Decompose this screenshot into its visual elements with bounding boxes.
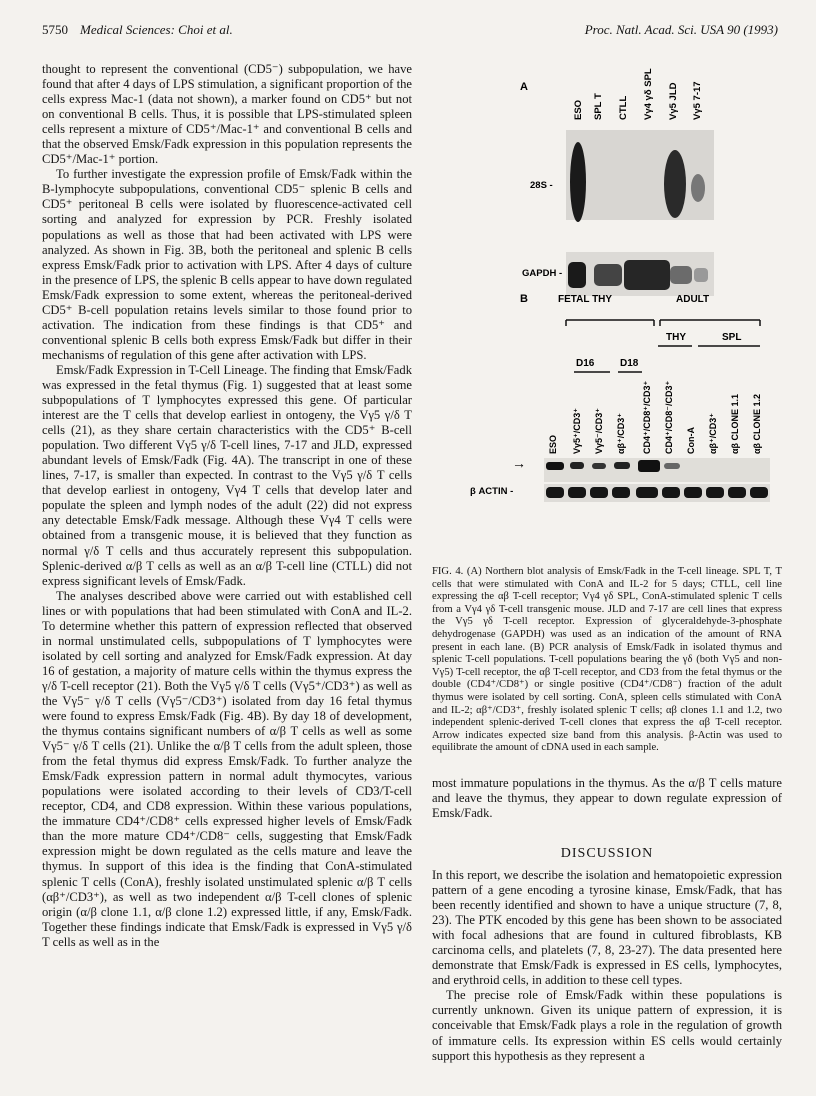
- lane-label: Vγ5 7-17: [692, 81, 703, 120]
- lane-label: CTLL: [618, 95, 629, 120]
- paragraph: thought to represent the conventional (CD5⁻) subpopulation, we have found that after 4 days of LPS stimulation, a significant proportion of the cells express Mac-1 (data not shown), a marker found on CD5⁺ but not on conventional B cells. Thus, it is possible that LPS-stimulated spleen cells represent a mixture of CD5⁺/Mac-1⁺ and conventional B cells and that the observed Emsk/Fadk expression in this population represents the CD5⁺/Mac-1⁺ portion.: [42, 62, 412, 167]
- band: [568, 262, 586, 288]
- lane-label: αβ CLONE 1.1: [730, 393, 740, 454]
- band: [590, 487, 608, 498]
- left-column: [42, 62, 412, 950]
- row-label-28s: 28S -: [530, 180, 553, 191]
- sub-label-d16: D16: [576, 358, 595, 369]
- paragraph: The analyses described above were carried out with established cell lines or with populations that had been stimulated with ConA and IL-2. To determine whether this pattern of expression reflected that observed in normal unstimulated cells, subpopulations of T lymphocytes were isolated by cell sorting and analyzed for Emsk/Fadk expression. At day 16 of gestation, a majority of mature cells within the thymus express the γ/δ T-cell receptor (21). Both the Vγ5 γ/δ T cells (Vγ5⁺/CD3⁺) as well as the Vγ5⁻ γ/δ T cells (Vγ5⁻/CD3⁺) isolated from day 16 fetal thymus were found to express Emsk/Fadk (Fig. 4B). By day 18 of development, the thymus contains significant numbers of α/β T cells as well as some Vγ5⁻ γ/δ T cells (21). Unlike the α/β T cells from the adult spleen, those from the fetal thymus did express Emsk/Fadk. To further analyze the Emsk/Fadk expression pattern in normal adult thymocytes, various populations were isolated according to their levels of CD3/T-cell receptor, CD4, and CD8 expression. Within these various populations, the immature CD4⁺/CD8⁺ cells expressed higher levels of Emsk/Fadk than the more mature CD4⁺/CD8⁻ cells, suggesting that Emsk/Fadk expression might be down regulated as the cells mature and leave the thymus. In support of this idea is the finding that ConA-stimulated splenic T cells (ConA), freshly isolated unstimulated splenic α/β T cells (αβ⁺/CD3⁺), as well as two independent α/β T-cell clones of splenic origin (α/β clone 1.1, α/β clone 1.2) expressed little, if any, Emsk/Fadk. Together these findings indicate that Emsk/Fadk is expressed in Vγ5 γ/δ T cells as well as in the: [42, 588, 412, 949]
- paragraph: Emsk/Fadk Expression in T-Cell Lineage. The finding that Emsk/Fadk was expressed in the fetal thymus (Fig. 1) suggested that at least some subpopulations of T lymphocytes expressed this gene. Of particular interest are the T cells that develop earliest in ontogeny, the Vγ5 γ/δ T cells (21), as they share certain characteristics with the CD5⁺ B-cell population. Two different Vγ5 γ/δ T-cell lines, 7-17 and JLD, expressed abundant levels of Emsk/Fadk (Fig. 4A). The transcript in one of these lines, 7-17, is smaller than expected. In contrast to the Vγ5 γ/δ T cells that develop earliest in ontogeny, Vγ4 T cells that develop later and populate the spleen and lymph nodes of the adult (22) did not express any detectable Emsk/Fadk message. Although these Vγ4 T cells were obtained from a transgenic mouse, it is believed that they function as normal γ/δ T cells and thus accurately represent this subpopulation. Splenic-derived α/β T cells as well as an α/β T-cell line (CTLL) did not express significant levels of Emsk/Fadk.: [42, 362, 412, 588]
- sub-label-spl: SPL: [722, 332, 742, 343]
- band: [694, 268, 708, 282]
- lane-label: Con-A: [686, 427, 696, 454]
- lane-label: Vγ5⁺/CD3⁺: [572, 407, 582, 454]
- sub-label-d18: D18: [620, 358, 639, 369]
- paragraph: The precise role of Emsk/Fadk within these populations is currently unknown. Given its unique pattern of expression, it is conceivable that Emsk/Fadk plays a role in the regulation of growth of immature cells. Its expression within ES cells would certainly support this hypothesis as they represent a: [432, 988, 782, 1063]
- band: [594, 264, 622, 286]
- arrow-icon: →: [512, 455, 526, 471]
- right-column-continuation: [432, 776, 782, 821]
- band: [662, 487, 680, 498]
- paragraph: To further investigate the expression profile of Emsk/Fadk within the B-lymphocyte subpopulations, conventional CD5⁻ splenic B cells and CD5⁺ peritoneal B cells were isolated by fluorescence-activated cell sorting and analyzed for expression by PCR. Freshly isolated populations as well as those that had been activated with LPS were analyzed. As shown in Fig. 3B, both the peritoneal and splenic B cells express Emsk/Fadk prior to activation with LPS. After 4 days of culture in the presence of LPS, the splenic B cells appear to have down regulated Emsk/Fadk expression to some extent, whereas the peritoneal-derived CD5⁺ B-cell population retains levels similar to those found prior to activation. The indication from these findings is that CD5⁺ and conventional splenic B cells both express Emsk/Fadk but differ in their mechanisms of regulation of this gene after activation with LPS.: [42, 167, 412, 362]
- panel-b-label: B: [520, 293, 528, 305]
- band: [614, 462, 630, 469]
- band: [638, 460, 660, 472]
- band: [664, 463, 680, 469]
- band: [670, 266, 692, 284]
- band: [546, 487, 564, 498]
- discussion-body: [432, 868, 782, 1064]
- caption-text: FIG. 4. (A) Northern blot analysis of Emsk/Fadk in the T-cell lineage. SPL T, T cells that were stimulated with ConA and IL-2 for 5 days; CTLL, cell line expressing the αβ T-cell receptor; Vγ4 γδ SPL, ConA-stimulated splenic T cells from a Vγ4 γδ T-cell transgenic mouse. JLD and 7-17 are cell lines that express the Vγ5 γδ T-cell receptor. Expression of glyceraldehyde-3-phosphate dehydrogenase (GAPDH) was used as an indication of the amount of RNA present in each lane. (B) PCR analysis of Emsk/Fadk in isolated thymus and splenic T-cell populations. T-cell populations bearing the γδ (both Vγ5 and non-Vγ5) T-cell receptor, the αβ T-cell receptor, and CD3 from the fetal thymus or the double (CD4⁺/CD8⁺) or single positive (CD4⁺/CD8⁻) fraction of the adult thymus were isolated by cell sorting. ConA, spleen cells stimulated with ConA and IL-2; αβ⁺/CD3⁺, freshly isolated splenic T cells; αβ clones 1.1 and 1.2, two independent splenic-derived T-cell clones that express the αβ T-cell receptor. Arrow indicates expected size band from this analysis. β-Actin was used to equilibrate the amount of cDNA used in each sample.: [432, 566, 782, 754]
- lane-label: Vγ5⁻/CD3⁺: [594, 407, 604, 454]
- band: [546, 462, 564, 470]
- lane-label: CD4⁺/CD8⁺/CD3⁺: [642, 380, 652, 454]
- band: [750, 487, 768, 498]
- lane-label: CD4⁺/CD8⁻/CD3⁺: [664, 380, 674, 454]
- lane-label: αβ⁺/CD3⁺: [616, 412, 626, 454]
- northern-blot-28s: [566, 130, 714, 220]
- band: [570, 462, 584, 469]
- band: [624, 260, 670, 290]
- lane-label: ESO: [548, 434, 558, 454]
- band: [636, 487, 658, 498]
- lane-label: Vγ4 γδ SPL: [643, 68, 654, 120]
- band: [684, 487, 702, 498]
- band: [568, 487, 586, 498]
- group-label-adult: ADULT: [676, 294, 710, 305]
- lane-label: ESO: [573, 99, 584, 120]
- paragraph: most immature populations in the thymus. As the α/β T cells mature and leave the thymus, they appear to down regulate expression of Emsk/Fadk.: [432, 776, 782, 821]
- lane-label: αβ⁺/CD3⁺: [708, 412, 718, 454]
- row-label-gapdh: GAPDH -: [522, 268, 563, 279]
- lane-label: αβ CLONE 1.2: [752, 393, 762, 454]
- figure-4: [470, 62, 790, 502]
- paragraph: In this report, we describe the isolation and hematopoietic expression pattern of a gene encoding a tyrosine kinase, Emsk/Fadk, that has been recently identified and shown to have a unique structure (7, 8, 23). The PTK encoded by this gene has been shown to be associated with focal adhesions that are found in cultured fibroblasts, KB carcinoma cells, and platelets (7, 8, 23-27). The data presented here demonstrate that Emsk/Fadk is expressed in ES cells, lymphocytes, and erythroid cells, in addition to these cell types.: [432, 868, 782, 988]
- band: [612, 487, 630, 498]
- band: [728, 487, 746, 498]
- sub-label-thy: THY: [666, 332, 686, 343]
- section-heading: DISCUSSION: [560, 846, 654, 861]
- group-label-fetal: FETAL THY: [558, 294, 613, 305]
- figure-caption: [432, 566, 782, 755]
- page-number: 5750: [42, 22, 68, 37]
- journal-reference: Proc. Natl. Acad. Sci. USA 90 (1993): [584, 22, 778, 37]
- row-label-actin: β ACTIN -: [470, 486, 514, 497]
- band: [706, 487, 724, 498]
- panel-a-label: A: [520, 81, 528, 93]
- journal-section: Medical Sciences: Choi et al.: [80, 22, 233, 37]
- band-jld: [664, 150, 686, 218]
- lane-label: SPL T: [593, 93, 604, 120]
- band-717: [691, 174, 705, 202]
- band-eso: [570, 142, 586, 222]
- lane-label: Vγ5 JLD: [668, 82, 679, 120]
- running-header-left: [42, 22, 233, 38]
- blot-figure: [470, 62, 790, 502]
- band: [592, 463, 606, 469]
